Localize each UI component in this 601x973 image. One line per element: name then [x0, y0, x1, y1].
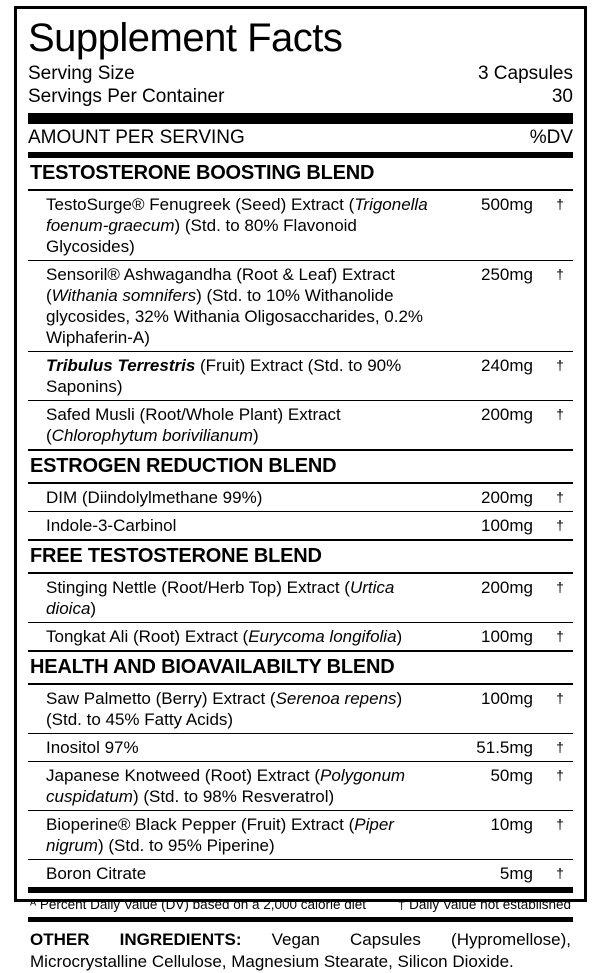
ingredient-name: Tribulus Terrestris (Fruit) Extract (Std. to 90% Saponins): [46, 356, 402, 396]
ingredient-daily-value: †: [556, 489, 564, 505]
ingredient-daily-value: †: [556, 196, 564, 212]
ingredient-row: [28, 762, 573, 810]
ingredient-name: Sensoril® Ashwagandha (Root & Leaf) Extract (Withania somnifers) (Std. to 10% Withanolide glycosides, 32% Withania Oligosaccharides, 0.2% Wiphaferin-A): [46, 265, 424, 347]
ingredient-name: Stinging Nettle (Root/Herb Top) Extract (Urtica dioica): [46, 578, 395, 618]
ingredient-name: TestoSurge® Fenugreek (Seed) Extract (Trigonella foenum-graecum) (Std. to 80% Flavonoid Glycosides): [46, 195, 428, 256]
ingredient-name: Indole-3-Carbinol: [46, 516, 177, 535]
ingredient-amount: 250mg: [481, 265, 533, 284]
ingredient-daily-value: †: [556, 406, 564, 422]
blend-heading: ESTROGEN REDUCTION BLEND: [30, 455, 337, 477]
ingredient-amount: 100mg: [481, 516, 533, 535]
footnotes-row: [28, 893, 573, 917]
ingredient-name: Tongkat Ali (Root) Extract (Eurycoma longifolia): [46, 627, 403, 646]
ingredient-amount: 100mg: [481, 689, 533, 708]
ingredient-row: [28, 574, 573, 622]
ingredient-row: [28, 734, 573, 761]
footnote-dv-not-established: † Daily Value not established: [397, 897, 571, 912]
ingredient-row: [28, 860, 573, 887]
ingredient-name: Japanese Knotweed (Root) Extract (Polygonum cuspidatum) (Std. to 98% Resveratrol): [46, 766, 406, 806]
ingredient-daily-value: †: [556, 739, 564, 755]
ingredient-amount: 500mg: [481, 195, 533, 214]
servings-per-container-row: [28, 85, 573, 108]
ingredient-amount: 200mg: [481, 405, 533, 424]
other-ingredients-label: OTHER INGREDIENTS:: [30, 930, 242, 949]
blend-heading: TESTOSTERONE BOOSTING BLEND: [30, 162, 375, 184]
serving-size-row: [28, 62, 573, 85]
other-ingredients-text: Vegan Capsules (Hypromellose), Microcrystalline Cellulose, Magnesium Stearate, Silicon Dioxide.: [30, 930, 572, 971]
ingredient-name: Saw Palmetto (Berry) Extract (Serenoa repens) (Std. to 45% Fatty Acids): [46, 689, 403, 729]
ingredient-amount: 10mg: [490, 815, 533, 834]
ingredient-row: [28, 685, 573, 733]
ingredient-row: [28, 623, 573, 650]
divider-thick-top: [28, 113, 573, 124]
ingredient-amount: 240mg: [481, 356, 533, 375]
blend-list: [28, 158, 573, 887]
ingredient-name: Inositol 97%: [46, 738, 139, 757]
label-content: [14, 8, 587, 973]
ingredient-row: [28, 352, 573, 400]
ingredient-amount: 200mg: [481, 578, 533, 597]
ingredient-name: DIM (Diindolylmethane 99%): [46, 488, 263, 507]
ingredient-name: Bioperine® Black Pepper (Fruit) Extract (Piper nigrum) (Std. to 95% Piperine): [46, 815, 394, 855]
ingredient-row: [28, 512, 573, 539]
ingredient-daily-value: †: [556, 357, 564, 373]
ingredient-daily-value: †: [556, 767, 564, 783]
ingredient-amount: 100mg: [481, 627, 533, 646]
amount-per-serving-row: [28, 124, 573, 152]
serving-size-label: Serving Size: [28, 63, 135, 84]
ingredient-daily-value: †: [556, 266, 564, 282]
ingredient-row: [28, 484, 573, 511]
servings-per-container-value: 30: [551, 86, 573, 107]
ingredient-amount: 5mg: [499, 864, 533, 883]
amount-per-serving-label: AMOUNT PER SERVING: [28, 127, 245, 148]
dv-header: %DV: [529, 127, 573, 148]
footnote-daily-value: ᴬ Percent Daily Value (DV) based on a 2,000 calorie diet: [30, 897, 367, 912]
ingredient-name: Boron Citrate: [46, 864, 147, 883]
serving-size-value: 3 Capsules: [477, 63, 573, 84]
ingredient-daily-value: †: [556, 690, 564, 706]
ingredient-row: [28, 191, 573, 260]
ingredient-daily-value: †: [556, 579, 564, 595]
ingredient-daily-value: †: [556, 628, 564, 644]
ingredient-daily-value: †: [556, 865, 564, 881]
blend-heading: FREE TESTOSTERONE BLEND: [30, 545, 322, 567]
ingredient-daily-value: †: [556, 816, 564, 832]
ingredient-row: [28, 401, 573, 449]
ingredient-row: [28, 811, 573, 859]
ingredient-name: Safed Musli (Root/Whole Plant) Extract (Chlorophytum borivilianum): [46, 405, 341, 445]
other-ingredients: [28, 922, 573, 973]
ingredient-amount: 51.5mg: [476, 738, 533, 757]
ingredient-amount: 200mg: [481, 488, 533, 507]
blend-heading: HEALTH AND BIOAVAILABILTY BLEND: [30, 656, 395, 678]
ingredient-row: [28, 261, 573, 351]
servings-per-container-label: Servings Per Container: [28, 86, 225, 107]
ingredient-daily-value: †: [556, 517, 564, 533]
page-title: Supplement Facts: [28, 16, 343, 60]
ingredient-amount: 50mg: [490, 766, 533, 785]
